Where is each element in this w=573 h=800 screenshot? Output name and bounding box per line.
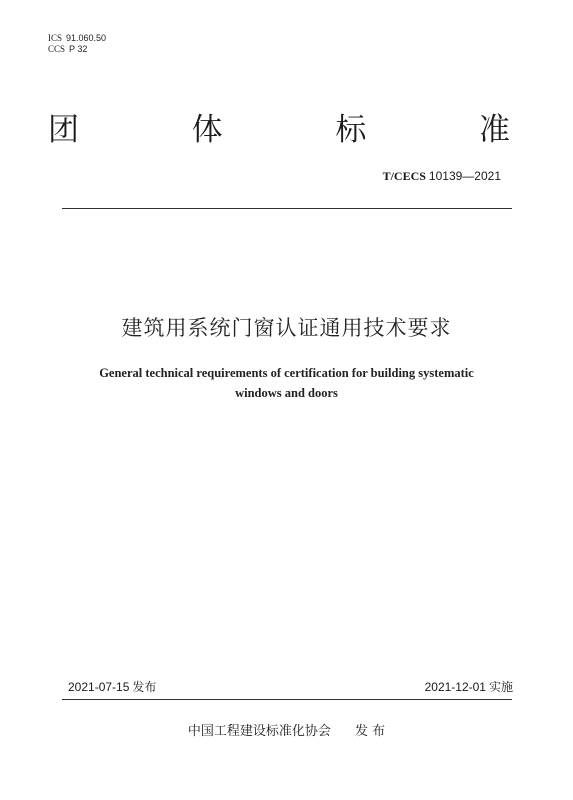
- title-english-line-2: windows and doors: [235, 386, 338, 400]
- ics-label: ICS: [48, 33, 63, 43]
- ccs-value: P 32: [69, 44, 88, 54]
- implementation-date-value: 2021-12-01: [424, 680, 486, 694]
- title-chinese: 建筑用系统门窗认证通用技术要求: [121, 316, 452, 340]
- issue-date: [68, 679, 156, 695]
- series-char: 体: [191, 112, 223, 148]
- issue-date-label: 发布: [132, 680, 157, 694]
- ics-code: [48, 33, 106, 43]
- bottom-divider: [62, 699, 512, 700]
- ccs-code: [48, 44, 87, 54]
- issue-date-value: 2021-07-15: [68, 680, 130, 694]
- top-divider: [62, 208, 512, 209]
- publisher-org: 中国工程建设标准化协会: [187, 724, 331, 739]
- standard-series-heading: [48, 108, 510, 158]
- series-char: 团: [48, 112, 79, 148]
- title-english-line-1: General technical requirements of certification for building systematic: [99, 366, 474, 380]
- publisher: [0, 723, 573, 741]
- implementation-date-label: 实施: [488, 680, 513, 694]
- ccs-label: CCS: [48, 44, 66, 54]
- title-english: [40, 363, 533, 403]
- series-char: 准: [478, 112, 510, 148]
- standard-code: T/CECS: [382, 169, 426, 183]
- publisher-action: 发 布: [354, 724, 386, 739]
- implementation-date: [425, 679, 513, 695]
- series-char: 标: [335, 112, 367, 148]
- ics-value: 91.060.50: [66, 33, 107, 43]
- standard-number-value: 10139—2021: [428, 169, 501, 183]
- standard-number: [383, 168, 501, 184]
